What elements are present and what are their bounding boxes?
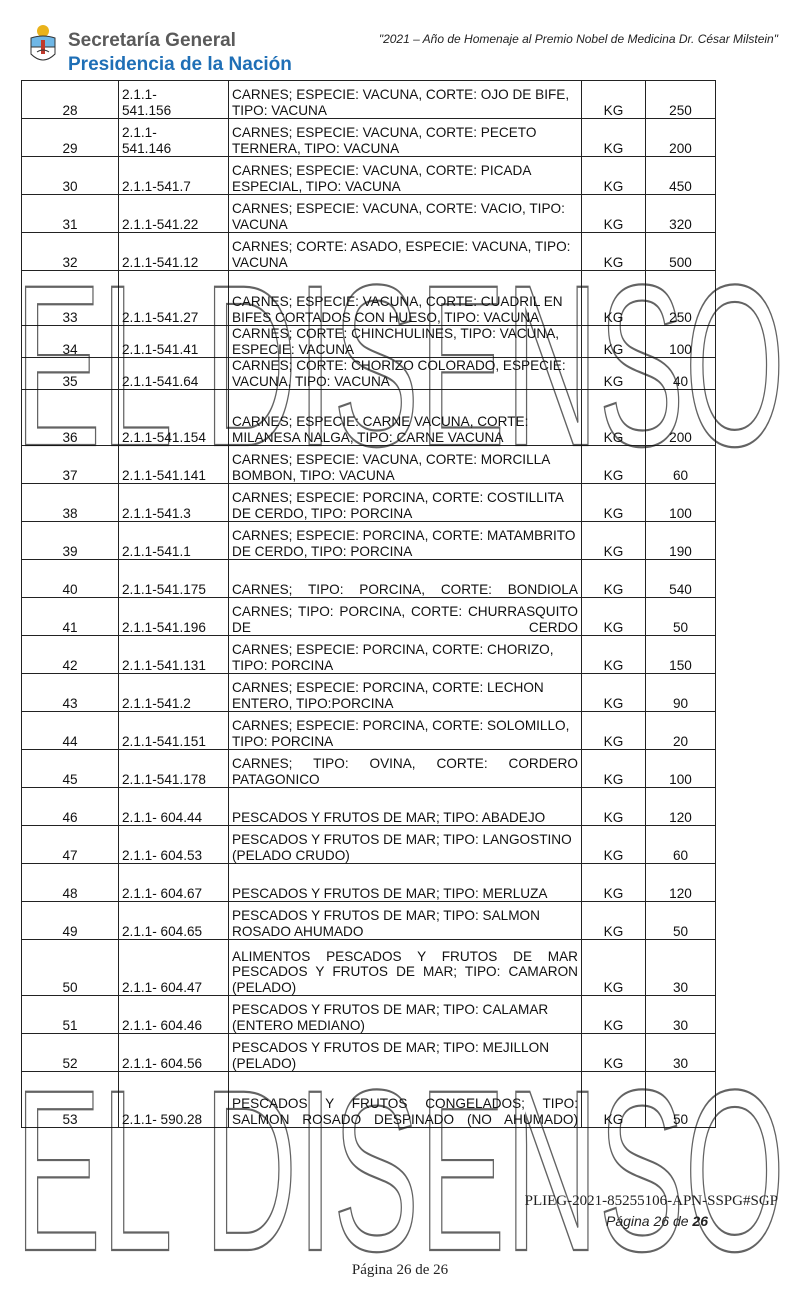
item-description: CARNES; ESPECIE: PORCINA, CORTE: MATAMBRITO DE CERDO, TIPO: PORCINA [229, 522, 582, 560]
quantity: 100 [646, 326, 716, 358]
unit-of-measure: KG [582, 484, 646, 522]
quantity: 90 [646, 674, 716, 712]
row-number: 50 [22, 940, 119, 996]
unit-of-measure: KG [582, 271, 646, 326]
quantity: 250 [646, 81, 716, 119]
table-row [22, 195, 716, 233]
item-code: 2.1.1-541.12 [119, 233, 229, 271]
item-description: CARNES; ESPECIE: VACUNA, CORTE: CUADRIL EN BIFES CORTADOS CON HUESO, TIPO: VACUNA [229, 271, 582, 326]
unit-of-measure: KG [582, 358, 646, 390]
item-code: 2.1.1- 604.47 [119, 940, 229, 996]
item-description: PESCADOS Y FRUTOS DE MAR; TIPO: LANGOSTINO (PELADO CRUDO) [229, 826, 582, 864]
item-code: 2.1.1-541.3 [119, 484, 229, 522]
quantity: 320 [646, 195, 716, 233]
unit-of-measure: KG [582, 1034, 646, 1072]
unit-of-measure: KG [582, 233, 646, 271]
item-code: 2.1.1- 541.156 [119, 81, 229, 119]
table-row [22, 358, 716, 390]
row-number: 41 [22, 598, 119, 636]
item-code: 2.1.1- 604.46 [119, 996, 229, 1034]
item-code: 2.1.1-541.151 [119, 712, 229, 750]
item-code: 2.1.1-541.2 [119, 674, 229, 712]
quantity: 60 [646, 826, 716, 864]
row-number: 49 [22, 902, 119, 940]
watermark-text-upper: EL DISENSO [15, 237, 785, 494]
unit-of-measure: KG [582, 636, 646, 674]
table-row [22, 1034, 716, 1072]
table-row [22, 81, 716, 119]
org-name-line2: Presidencia de la Nación [68, 54, 292, 75]
item-code: 2.1.1-541.7 [119, 157, 229, 195]
page-number-bottom: Página 26 de 26 [351, 1262, 449, 1278]
item-code: 2.1.1-541.131 [119, 636, 229, 674]
quantity: 30 [646, 996, 716, 1034]
table-row [22, 902, 716, 940]
quantity: 60 [646, 446, 716, 484]
quantity: 100 [646, 484, 716, 522]
quantity: 120 [646, 864, 716, 902]
table-row [22, 940, 716, 996]
unit-of-measure: KG [582, 81, 646, 119]
item-code: 2.1.1-541.41 [119, 326, 229, 358]
unit-of-measure: KG [582, 674, 646, 712]
item-description: CARNES; ESPECIE: VACUNA, CORTE: MORCILLA BOMBON, TIPO: VACUNA [229, 446, 582, 484]
item-description: CARNES; ESPECIE: CARNE VACUNA, CORTE: MILANESA NALGA, TIPO: CARNE VACUNA [229, 390, 582, 446]
item-code: 2.1.1- 604.67 [119, 864, 229, 902]
row-number: 44 [22, 712, 119, 750]
row-number: 29 [22, 119, 119, 157]
unit-of-measure: KG [582, 119, 646, 157]
quantity: 150 [646, 636, 716, 674]
table-row [22, 864, 716, 902]
item-description: ALIMENTOS PESCADOS Y FRUTOS DE MAR PESCADOS Y FRUTOS DE MAR; TIPO: CAMARON (PELADO) [229, 940, 582, 996]
item-description: CARNES; ESPECIE: VACUNA, CORTE: PICADA ESPECIAL, TIPO: VACUNA [229, 157, 582, 195]
item-description: CARNES; TIPO: OVINA, CORTE: CORDERO PATAGONICO [229, 750, 582, 788]
quantity: 50 [646, 598, 716, 636]
page-header [28, 18, 788, 78]
table-row [22, 446, 716, 484]
item-description: CARNES; TIPO: PORCINA, CORTE: CHURRASQUITO DE CERDO [229, 598, 582, 636]
unit-of-measure: KG [582, 750, 646, 788]
quantity: 100 [646, 750, 716, 788]
quantity: 50 [646, 1072, 716, 1128]
quantity: 200 [646, 390, 716, 446]
row-number: 36 [22, 390, 119, 446]
unit-of-measure: KG [582, 560, 646, 598]
quantity: 500 [646, 233, 716, 271]
row-number: 42 [22, 636, 119, 674]
unit-of-measure: KG [582, 522, 646, 560]
table-row [22, 788, 716, 826]
unit-of-measure: KG [582, 1072, 646, 1128]
item-description: PESCADOS Y FRUTOS DE MAR; TIPO: SALMON ROSADO AHUMADO [229, 902, 582, 940]
org-name-line1: Secretaría General [68, 30, 236, 51]
item-code: 2.1.1- 604.44 [119, 788, 229, 826]
row-number: 39 [22, 522, 119, 560]
quantity: 30 [646, 940, 716, 996]
unit-of-measure: KG [582, 864, 646, 902]
document-id: PLIEG-2021-85255106-APN-SSPG#SGP [524, 1193, 778, 1209]
item-description: CARNES; ESPECIE: PORCINA, CORTE: CHORIZO, TIPO: PORCINA [229, 636, 582, 674]
table-row [22, 750, 716, 788]
item-description: CARNES; ESPECIE: VACUNA, CORTE: PECETO TERNERA, TIPO: VACUNA [229, 119, 582, 157]
table-row [22, 826, 716, 864]
header-motto: "2021 – Año de Homenaje al Premio Nobel de Medicina Dr. César Milstein" [378, 32, 778, 46]
unit-of-measure: KG [582, 326, 646, 358]
unit-of-measure: KG [582, 940, 646, 996]
item-description: CARNES; CORTE: ASADO, ESPECIE: VACUNA, TIPO: VACUNA [229, 233, 582, 271]
row-number: 48 [22, 864, 119, 902]
item-description: CARNES; TIPO: PORCINA, CORTE: BONDIOLA [229, 560, 582, 598]
table-row [22, 674, 716, 712]
quantity: 40 [646, 358, 716, 390]
row-number: 47 [22, 826, 119, 864]
quantity: 20 [646, 712, 716, 750]
item-code: 2.1.1-541.196 [119, 598, 229, 636]
item-description: PESCADOS Y FRUTOS DE MAR; TIPO: MEJILLON (PELADO) [229, 1034, 582, 1072]
row-number: 53 [22, 1072, 119, 1128]
row-number: 45 [22, 750, 119, 788]
quantity: 540 [646, 560, 716, 598]
page-indicator [606, 1213, 708, 1229]
table-row [22, 157, 716, 195]
table-row [22, 1072, 716, 1128]
unit-of-measure: KG [582, 390, 646, 446]
quantity: 30 [646, 1034, 716, 1072]
row-number: 37 [22, 446, 119, 484]
item-description: PESCADOS Y FRUTOS DE MAR; TIPO: MERLUZA [229, 864, 582, 902]
row-number: 38 [22, 484, 119, 522]
item-description: CARNES; ESPECIE: PORCINA, CORTE: LECHON ENTERO, TIPO:PORCINA [229, 674, 582, 712]
item-code: 2.1.1-541.64 [119, 358, 229, 390]
item-code: 2.1.1-541.154 [119, 390, 229, 446]
item-code: 2.1.1- 604.56 [119, 1034, 229, 1072]
item-code: 2.1.1-541.27 [119, 271, 229, 326]
item-code: 2.1.1- 541.146 [119, 119, 229, 157]
item-description: CARNES; ESPECIE: VACUNA, CORTE: VACIO, TIPO: VACUNA [229, 195, 582, 233]
row-number: 32 [22, 233, 119, 271]
item-description: CARNES; CORTE: CHINCHULINES, TIPO: VACUNA, ESPECIE: VACUNA [229, 326, 582, 358]
table-row [22, 636, 716, 674]
quantity: 200 [646, 119, 716, 157]
quantity: 450 [646, 157, 716, 195]
quantity: 120 [646, 788, 716, 826]
unit-of-measure: KG [582, 826, 646, 864]
table-row [22, 271, 716, 326]
item-description: PESCADOS Y FRUTOS CONGELADOS; TIPO: SALMON ROSADO DESPINADO (NO AHUMADO) [229, 1072, 582, 1128]
row-number: 34 [22, 326, 119, 358]
table-row [22, 233, 716, 271]
item-code: 2.1.1-541.141 [119, 446, 229, 484]
item-code: 2.1.1-541.1 [119, 522, 229, 560]
table-row [22, 598, 716, 636]
item-code: 2.1.1- 604.53 [119, 826, 229, 864]
unit-of-measure: KG [582, 902, 646, 940]
row-number: 52 [22, 1034, 119, 1072]
item-code: 2.1.1-541.178 [119, 750, 229, 788]
row-number: 43 [22, 674, 119, 712]
item-code: 2.1.1-541.22 [119, 195, 229, 233]
row-number: 33 [22, 271, 119, 326]
item-description: CARNES; ESPECIE: VACUNA, CORTE: OJO DE BIFE, TIPO: VACUNA [229, 81, 582, 119]
table-row [22, 484, 716, 522]
item-code: 2.1.1-541.175 [119, 560, 229, 598]
watermark-text-lower: EL DISENSO [15, 1042, 785, 1295]
item-code: 2.1.1- 590.28 [119, 1072, 229, 1128]
item-description: CARNES; ESPECIE: PORCINA, CORTE: COSTILLITA DE CERDO, TIPO: PORCINA [229, 484, 582, 522]
unit-of-measure: KG [582, 598, 646, 636]
item-description: CARNES; ESPECIE: PORCINA, CORTE: SOLOMILLO, TIPO: PORCINA [229, 712, 582, 750]
row-number: 31 [22, 195, 119, 233]
item-description: PESCADOS Y FRUTOS DE MAR; TIPO: CALAMAR (ENTERO MEDIANO) [229, 996, 582, 1034]
table-row [22, 390, 716, 446]
quantity: 50 [646, 902, 716, 940]
national-coat-of-arms-icon [28, 22, 58, 66]
table-row [22, 522, 716, 560]
table-row [22, 996, 716, 1034]
unit-of-measure: KG [582, 788, 646, 826]
table-row [22, 119, 716, 157]
page-indicator-prefix: Página 26 de [606, 1213, 689, 1229]
row-number: 30 [22, 157, 119, 195]
unit-of-measure: KG [582, 712, 646, 750]
page-indicator-total: 26 [692, 1213, 708, 1229]
table-row [22, 326, 716, 358]
quantity: 250 [646, 271, 716, 326]
row-number: 35 [22, 358, 119, 390]
row-number: 46 [22, 788, 119, 826]
item-code: 2.1.1- 604.65 [119, 902, 229, 940]
row-number: 51 [22, 996, 119, 1034]
table-row [22, 712, 716, 750]
row-number: 28 [22, 81, 119, 119]
item-description: CARNES; CORTE: CHORIZO COLORADO, ESPECIE: VACUNA, TIPO: VACUNA [229, 358, 582, 390]
quantity: 190 [646, 522, 716, 560]
row-number: 40 [22, 560, 119, 598]
unit-of-measure: KG [582, 195, 646, 233]
items-table [21, 80, 716, 1128]
unit-of-measure: KG [582, 157, 646, 195]
item-description: PESCADOS Y FRUTOS DE MAR; TIPO: ABADEJO [229, 788, 582, 826]
unit-of-measure: KG [582, 446, 646, 484]
table-row [22, 560, 716, 598]
unit-of-measure: KG [582, 996, 646, 1034]
